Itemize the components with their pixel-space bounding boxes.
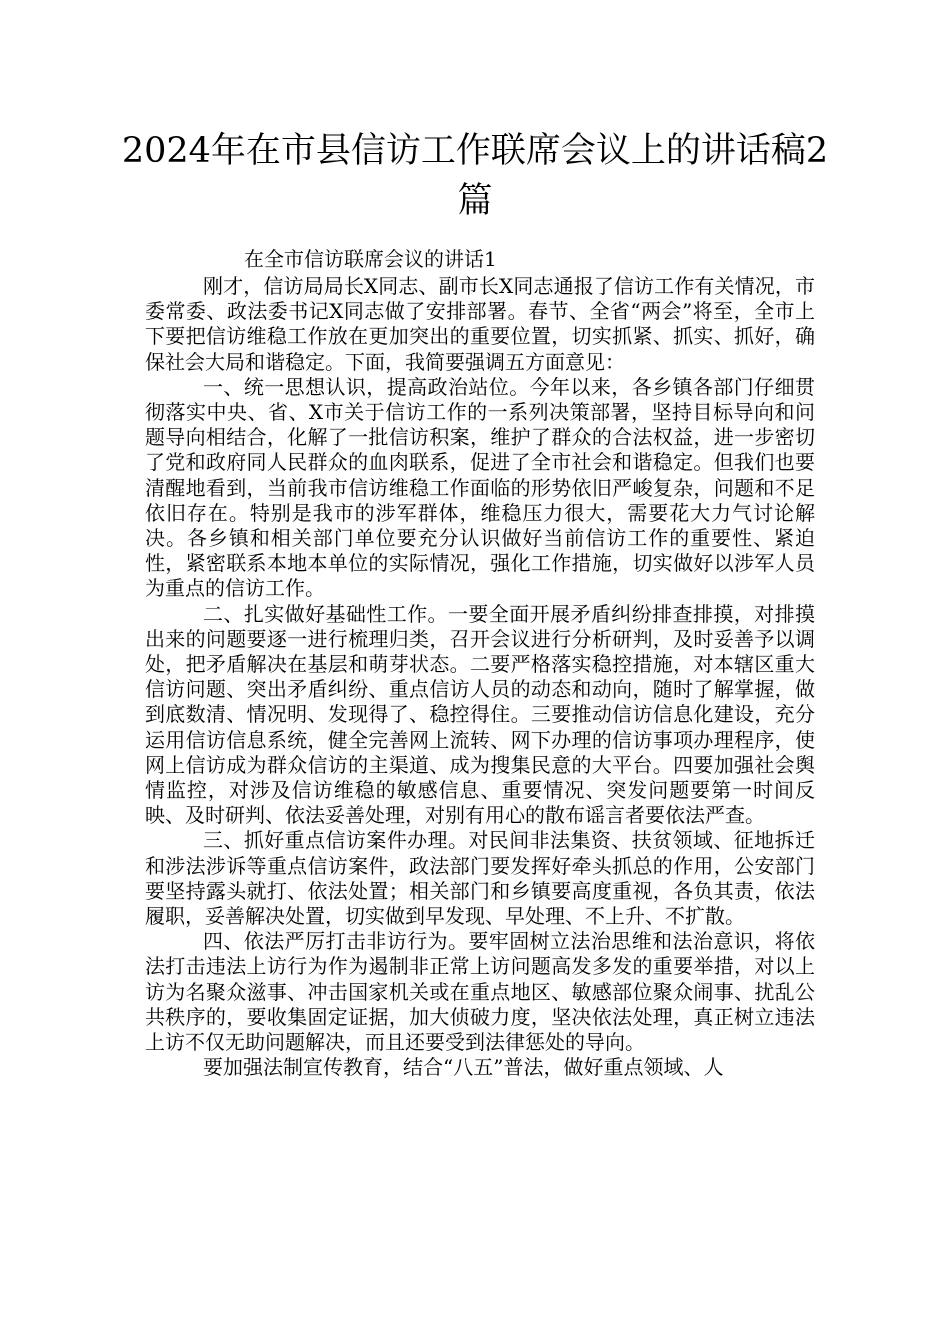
document-title: 2024年在市县信访工作联席会议上的讲话稿2篇 <box>121 131 829 221</box>
paragraph-point-4: 四、依法严厉打击非访行为。要牢固树立法治思维和法治意识，将依法打击违法上访行为作为遏制非正常上访问题高发多发的重要举措，对以上访为名聚众滋事、冲击国家机关或在重点地区、敏感部位聚众闹事、扰乱公共秩序的，要收集固定证据，加大侦破力度，坚决依法处理，真正树立违法上访不仅无助问题解决，而且还要受到法律惩处的导向。 <box>145 929 815 1055</box>
paragraph-continued: 要加强法制宣传教育，结合“八五”普法，做好重点领域、人 <box>203 1055 724 1080</box>
paragraph-intro: 刚才，信访局局长X同志、副市长X同志通报了信访工作有关情况，市委常委、政法委书记X同志做了安排部署。春节、全省“两会”将至，全市上下要把信访维稳工作放在更加突出的重要位置，切实抓紧、抓实、抓好，确保社会大局和谐稳定。下面，我简要强调五方面意见： <box>145 274 815 374</box>
paragraph-point-3: 三、抓好重点信访案件办理。对民间非法集资、扶贫领域、征地拆迁和涉法涉诉等重点信访案件，政法部门要发挥好牵头抓总的作用，公安部门要坚持露头就打、依法处置；相关部门和乡镇要高度重视，各负其责，依法履职，妥善解决处置，切实做到早发现、早处理、不上升、不扩散。 <box>145 828 815 929</box>
speech-subtitle: 在全市信访联席会议的讲话1 <box>244 247 497 271</box>
paragraph-point-1: 一、统一思想认识，提高政治站位。今年以来，各乡镇各部门仔细贯彻落实中央、省、X市关于信访工作的一系列决策部署，坚持目标导向和问题导向相结合，化解了一批信访积案，维护了群众的合法权益，进一步密切了党和政府同人民群众的血肉联系，促进了全市社会和谐稳定。但我们也要清醒地看到，当前我市信访维稳工作面临的形势依旧严峻复杂，问题和不足依旧存在。特别是我市的涉军群体，维稳压力很大，需要花大力气讨论解决。各乡镇和相关部门单位要充分认识做好当前信访工作的重要性、紧迫性，紧密联系本地本单位的实际情况，强化工作措施，切实做好以涉军人员为重点的信访工作。 <box>145 374 815 601</box>
document-body <box>145 274 815 1081</box>
paragraph-point-2: 二、扎实做好基础性工作。一要全面开展矛盾纠纷排查排摸，对排摸出来的问题要逐一进行梳理归类，召开会议进行分析研判，及时妥善予以调处，把矛盾解决在基层和萌芽状态。二要严格落实稳控措施，对本辖区重大信访问题、突出矛盾纠纷、重点信访人员的动态和动向，随时了解掌握，做到底数清、情况明、发现得了、稳控得住。三要推动信访信息化建设，充分运用信访信息系统，健全完善网上流转、网下办理的信访事项办理程序，使网上信访成为群众信访的主渠道、成为搜集民意的大平台。四要加强社会舆情监控，对涉及信访维稳的敏感信息、重要情况、突发问题要第一时间反映、及时研判、依法妥善处理，对别有用心的散布谣言者要依法严查。 <box>145 601 815 828</box>
